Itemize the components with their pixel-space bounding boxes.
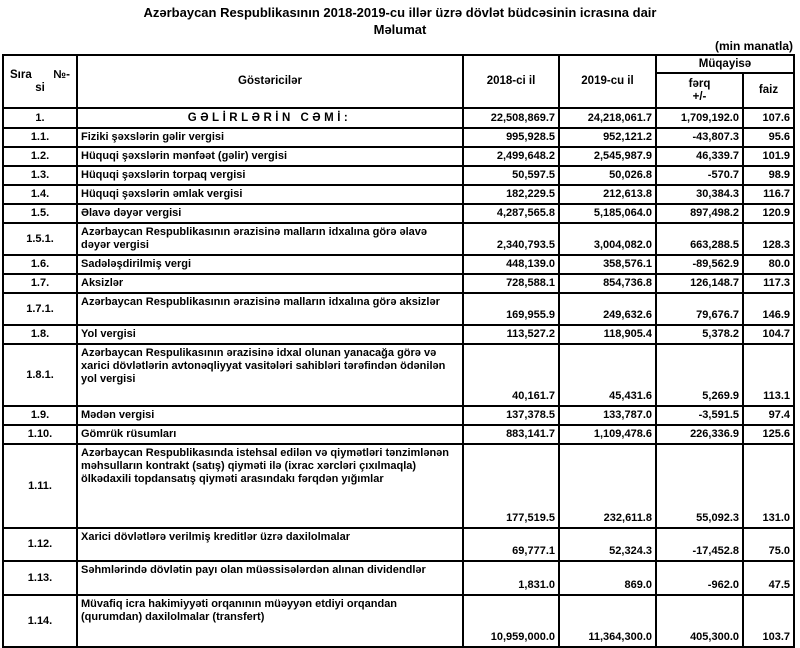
value-2019-cell: 2,545,987.9 bbox=[559, 147, 656, 166]
diff-cell: 46,339.7 bbox=[656, 147, 743, 166]
indicator-cell: Yol vergisi bbox=[77, 325, 463, 344]
header-row-number bbox=[3, 55, 77, 108]
value-2018-cell: 69,777.1 bbox=[463, 528, 559, 561]
percent-cell: 131.0 bbox=[743, 444, 794, 528]
indicator-cell: Hüquqi şəxslərin mənfəət (gəlir) vergisi bbox=[77, 147, 463, 166]
value-2019-cell: 952,121.2 bbox=[559, 128, 656, 147]
row-number-cell: 1.8.1. bbox=[3, 344, 77, 406]
percent-cell: 47.5 bbox=[743, 561, 794, 595]
value-2019-cell: 249,632.6 bbox=[559, 293, 656, 325]
indicator-cell: Gömrük rüsumları bbox=[77, 425, 463, 444]
diff-cell: 79,676.7 bbox=[656, 293, 743, 325]
value-2018-cell: 2,340,793.5 bbox=[463, 223, 559, 255]
table-header bbox=[3, 55, 794, 108]
value-2019-cell: 1,109,478.6 bbox=[559, 425, 656, 444]
value-2018-cell: 137,378.5 bbox=[463, 406, 559, 425]
table-row bbox=[3, 223, 794, 255]
header-comparison: Müqayisə bbox=[656, 55, 794, 73]
table-row bbox=[3, 595, 794, 647]
diff-cell: 897,498.2 bbox=[656, 204, 743, 223]
diff-cell: 5,269.9 bbox=[656, 344, 743, 406]
value-2018-cell: 883,141.7 bbox=[463, 425, 559, 444]
diff-cell: 226,336.9 bbox=[656, 425, 743, 444]
value-2019-cell: 11,364,300.0 bbox=[559, 595, 656, 647]
percent-cell: 113.1 bbox=[743, 344, 794, 406]
table-row bbox=[3, 425, 794, 444]
unit-note: (min manatla) bbox=[714, 39, 793, 53]
value-2019-cell: 50,026.8 bbox=[559, 166, 656, 185]
indicator-cell: Fiziki şəxslərin gəlir vergisi bbox=[77, 128, 463, 147]
value-2018-cell: 50,597.5 bbox=[463, 166, 559, 185]
value-2018-cell: 169,955.9 bbox=[463, 293, 559, 325]
indicator-cell: Xarici dövlətlərə verilmiş kreditlər üzrə daxilolmalar bbox=[77, 528, 463, 561]
indicator-cell: Azərbaycan Respublikasının ərazisinə malların idxalına görə aksizlər bbox=[77, 293, 463, 325]
row-number-cell: 1.7. bbox=[3, 274, 77, 293]
value-2018-cell: 1,831.0 bbox=[463, 561, 559, 595]
row-number-cell: 1.1. bbox=[3, 128, 77, 147]
header-indicators: Göstəricilər bbox=[77, 55, 463, 108]
table-row bbox=[3, 561, 794, 595]
indicator-cell: Hüquqi şəxslərin torpaq vergisi bbox=[77, 166, 463, 185]
value-2019-cell: 52,324.3 bbox=[559, 528, 656, 561]
indicator-cell: Hüquqi şəxslərin əmlak vergisi bbox=[77, 185, 463, 204]
value-2019-cell: 3,004,082.0 bbox=[559, 223, 656, 255]
budget-table bbox=[2, 54, 795, 648]
value-2018-cell: 22,508,869.7 bbox=[463, 108, 559, 128]
row-number-cell: 1.8. bbox=[3, 325, 77, 344]
percent-cell: 103.7 bbox=[743, 595, 794, 647]
indicator-cell: Mədən vergisi bbox=[77, 406, 463, 425]
table-row bbox=[3, 185, 794, 204]
percent-cell: 120.9 bbox=[743, 204, 794, 223]
table-row bbox=[3, 528, 794, 561]
percent-cell: 101.9 bbox=[743, 147, 794, 166]
table-body bbox=[3, 108, 794, 647]
row-number-cell: 1.10. bbox=[3, 425, 77, 444]
header-year-2019: 2019-cu il bbox=[559, 55, 656, 108]
value-2019-cell: 358,576.1 bbox=[559, 255, 656, 274]
row-number-cell: 1.3. bbox=[3, 166, 77, 185]
table-row bbox=[3, 255, 794, 274]
percent-cell: 95.6 bbox=[743, 128, 794, 147]
row-number-cell: 1.7.1. bbox=[3, 293, 77, 325]
percent-cell: 104.7 bbox=[743, 325, 794, 344]
header-difference: fərq +/- bbox=[656, 73, 743, 108]
indicator-cell: Azərbaycan Respulikasının ərazisinə idxal olunan yanacağa görə və xarici dövlətlərin avtonəqliyyat vasitələri sahibləri tərəfindən ödənilən yol vergisi bbox=[77, 344, 463, 406]
value-2019-cell: 212,613.8 bbox=[559, 185, 656, 204]
diff-cell: 126,148.7 bbox=[656, 274, 743, 293]
header-percent: faiz bbox=[743, 73, 794, 108]
indicator-cell: Səhmlərində dövlətin payı olan müəssisələrdən alınan dividendlər bbox=[77, 561, 463, 595]
table-row bbox=[3, 293, 794, 325]
indicator-cell: Sadələşdirilmiş vergi bbox=[77, 255, 463, 274]
row-number-cell: 1.5. bbox=[3, 204, 77, 223]
value-2018-cell: 113,527.2 bbox=[463, 325, 559, 344]
percent-cell: 128.3 bbox=[743, 223, 794, 255]
page-title-line1: Azərbaycan Respublikasının 2018-2019-cu illər üzrə dövlət büdcəsinin icrasına dair bbox=[143, 5, 657, 20]
diff-cell: -43,807.3 bbox=[656, 128, 743, 147]
diff-cell: 5,378.2 bbox=[656, 325, 743, 344]
table-row bbox=[3, 325, 794, 344]
value-2018-cell: 40,161.7 bbox=[463, 344, 559, 406]
table-row bbox=[3, 204, 794, 223]
table-row bbox=[3, 406, 794, 425]
row-number-cell: 1.9. bbox=[3, 406, 77, 425]
diff-cell: -89,562.9 bbox=[656, 255, 743, 274]
value-2018-cell: 995,928.5 bbox=[463, 128, 559, 147]
value-2018-cell: 728,588.1 bbox=[463, 274, 559, 293]
row-number-cell: 1.13. bbox=[3, 561, 77, 595]
percent-cell: 98.9 bbox=[743, 166, 794, 185]
indicator-cell: Aksizlər bbox=[77, 274, 463, 293]
diff-cell: 55,092.3 bbox=[656, 444, 743, 528]
value-2019-cell: 854,736.8 bbox=[559, 274, 656, 293]
diff-cell: -962.0 bbox=[656, 561, 743, 595]
row-number-cell: 1.4. bbox=[3, 185, 77, 204]
indicator-cell: Əlavə dəyər vergisi bbox=[77, 204, 463, 223]
value-2018-cell: 177,519.5 bbox=[463, 444, 559, 528]
value-2019-cell: 24,218,061.7 bbox=[559, 108, 656, 128]
value-2018-cell: 182,229.5 bbox=[463, 185, 559, 204]
table-row bbox=[3, 128, 794, 147]
row-number-cell: 1.2. bbox=[3, 147, 77, 166]
indicator-cell: GƏLİRLƏRİN CƏMİ: bbox=[77, 108, 463, 128]
table-row bbox=[3, 344, 794, 406]
percent-cell: 146.9 bbox=[743, 293, 794, 325]
value-2019-cell: 5,185,064.0 bbox=[559, 204, 656, 223]
table-row bbox=[3, 274, 794, 293]
value-2018-cell: 10,959,000.0 bbox=[463, 595, 559, 647]
indicator-cell: Azərbaycan Respublikasının ərazisinə malların idxalına görə əlavə dəyər vergisi bbox=[77, 223, 463, 255]
header-row-top bbox=[3, 55, 794, 73]
page-title-line2: Məlumat bbox=[373, 22, 427, 37]
value-2018-cell: 448,139.0 bbox=[463, 255, 559, 274]
percent-cell: 117.3 bbox=[743, 274, 794, 293]
diff-cell: -570.7 bbox=[656, 166, 743, 185]
diff-cell: 663,288.5 bbox=[656, 223, 743, 255]
diff-cell: 30,384.3 bbox=[656, 185, 743, 204]
header-sira-word: Sıra bbox=[10, 68, 32, 81]
indicator-cell: Müvafiq icra hakimiyyəti orqanının müəyyən etdiyi orqandan (qurumdan) daxilolmalar (transfert) bbox=[77, 595, 463, 647]
percent-cell: 107.6 bbox=[743, 108, 794, 128]
header-no-word: №- bbox=[53, 68, 70, 81]
value-2019-cell: 118,905.4 bbox=[559, 325, 656, 344]
row-number-cell: 1.11. bbox=[3, 444, 77, 528]
table-row bbox=[3, 444, 794, 528]
value-2019-cell: 133,787.0 bbox=[559, 406, 656, 425]
percent-cell: 97.4 bbox=[743, 406, 794, 425]
percent-cell: 125.6 bbox=[743, 425, 794, 444]
diff-cell: 1,709,192.0 bbox=[656, 108, 743, 128]
header-si-word: si bbox=[35, 81, 45, 94]
row-number-cell: 1.6. bbox=[3, 255, 77, 274]
diff-cell: -17,452.8 bbox=[656, 528, 743, 561]
value-2019-cell: 232,611.8 bbox=[559, 444, 656, 528]
page-title bbox=[0, 0, 800, 38]
percent-cell: 116.7 bbox=[743, 185, 794, 204]
value-2019-cell: 45,431.6 bbox=[559, 344, 656, 406]
table-row bbox=[3, 108, 794, 128]
table-row bbox=[3, 147, 794, 166]
row-number-cell: 1.14. bbox=[3, 595, 77, 647]
value-2019-cell: 869.0 bbox=[559, 561, 656, 595]
diff-cell: 405,300.0 bbox=[656, 595, 743, 647]
row-number-cell: 1.5.1. bbox=[3, 223, 77, 255]
value-2018-cell: 4,287,565.8 bbox=[463, 204, 559, 223]
percent-cell: 75.0 bbox=[743, 528, 794, 561]
table-row bbox=[3, 166, 794, 185]
row-number-cell: 1. bbox=[3, 108, 77, 128]
header-year-2018: 2018-ci il bbox=[463, 55, 559, 108]
row-number-cell: 1.12. bbox=[3, 528, 77, 561]
indicator-cell: Azərbaycan Respublikasında istehsal edilən və qiymətləri tənzimlənən məhsulların kontrakt (satış) qiyməti ilə (ixrac xərcləri çıxılmaqla) ölkədaxili topdansatış qiyməti arasındakı fərqdən yığımlar bbox=[77, 444, 463, 528]
diff-cell: -3,591.5 bbox=[656, 406, 743, 425]
percent-cell: 80.0 bbox=[743, 255, 794, 274]
value-2018-cell: 2,499,648.2 bbox=[463, 147, 559, 166]
